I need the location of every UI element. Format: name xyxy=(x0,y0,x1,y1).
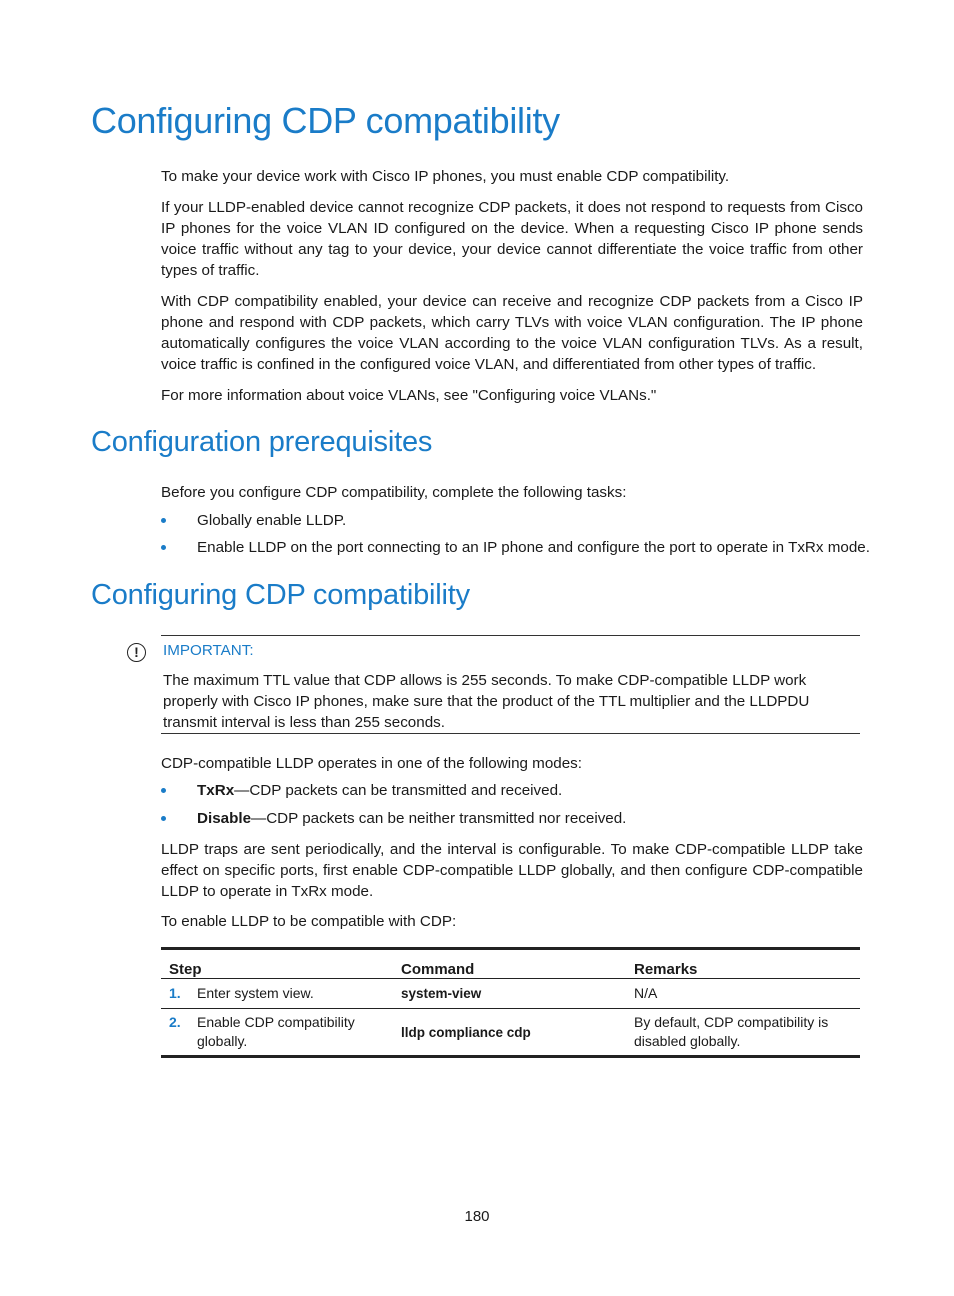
step-cell xyxy=(161,1009,393,1057)
mode-name: Disable xyxy=(197,810,252,827)
steps-table xyxy=(161,947,860,1058)
intro-paragraph-2: If your LLDP-enabled device cannot recognize CDP packets, it does not respond to requests from Cisco IP phones for the voice VLAN ID configured on the device. When a requesting Cisco IP phone sends voice traffic without any tag to your device, your device cannot differentiate the voice traffic from other types of traffic. xyxy=(161,199,863,279)
note-text: The maximum TTL value that CDP allows is 255 seconds. To make CDP-compatible LLDP work properly with Cisco IP phones, make sure that the product of the TTL multiplier and the LLDPDU transmit interval is less than 255 seconds. xyxy=(163,672,810,731)
remarks-cell: N/A xyxy=(626,979,860,1009)
intro-paragraph-3: With CDP compatibility enabled, your device can receive and recognize CDP packets from a Cisco IP phone and respond with CDP packets, which carry TLVs with voice VLAN configuration. The IP phone automatically configures the voice VLAN according to the voice VLAN configuration TLVs. As a result, voice traffic is confined in the configured voice VLAN, and differentiated from other types of traffic. xyxy=(161,293,863,373)
traps-paragraph: LLDP traps are sent periodically, and the interval is configurable. To make CDP-compatible LLDP take effect on specific ports, first enable CDP-compatible LLDP globally, and then configure CDP-compatible LLDP to operate in TxRx mode. xyxy=(161,841,863,900)
list-item-text: Globally enable LLDP. xyxy=(197,512,347,529)
command-cell: lldp compliance cdp xyxy=(393,1009,626,1057)
note-label: IMPORTANT: xyxy=(163,642,254,659)
mode-name: TxRx xyxy=(197,782,235,799)
intro-paragraph-1: To make your device work with Cisco IP phones, you must enable CDP compatibility. xyxy=(161,168,730,185)
table-lead: To enable LLDP to be compatible with CDP: xyxy=(161,913,457,930)
list-item-text: Enable LLDP on the port connecting to an IP phone and configure the port to operate in TxRx mode. xyxy=(197,539,870,556)
bullet-icon xyxy=(161,545,166,550)
exclamation-circle-icon: ! xyxy=(127,643,146,662)
note-top-rule xyxy=(161,635,860,636)
list-item-text xyxy=(197,808,626,829)
prereq-heading: Configuration prerequisites xyxy=(91,426,433,458)
modes-lead: CDP-compatible LLDP operates in one of the following modes: xyxy=(161,755,582,772)
header-remarks: Remarks xyxy=(626,949,860,979)
remarks-cell: By default, CDP compatibility is disabled globally. xyxy=(626,1009,860,1057)
mode-desc: —CDP packets can be transmitted and received. xyxy=(234,782,563,799)
list-item-text xyxy=(197,780,562,801)
command-cell: system-view xyxy=(393,979,626,1009)
step-desc: Enable CDP compatibility globally. xyxy=(197,1014,355,1049)
page-title: Configuring CDP compatibility xyxy=(91,100,560,141)
bullet-icon xyxy=(161,518,166,523)
config-heading: Configuring CDP compatibility xyxy=(91,579,470,611)
step-number: 2. xyxy=(169,1014,181,1030)
mode-desc: —CDP packets can be neither transmitted nor received. xyxy=(251,810,627,827)
step-desc: Enter system view. xyxy=(197,985,314,1001)
step-cell xyxy=(161,979,393,1009)
header-step: Step xyxy=(161,949,393,979)
step-number: 1. xyxy=(169,985,181,1001)
note-bottom-rule xyxy=(161,733,860,734)
intro-paragraph-4: For more information about voice VLANs, see "Configuring voice VLANs." xyxy=(161,387,657,404)
header-command: Command xyxy=(393,949,626,979)
bullet-icon xyxy=(161,816,166,821)
page-number: 180 xyxy=(464,1208,490,1225)
table-header-row xyxy=(161,949,860,979)
prereq-lead: Before you configure CDP compatibility, complete the following tasks: xyxy=(161,484,627,501)
table-row xyxy=(161,979,860,1009)
table-row xyxy=(161,1009,860,1057)
bullet-icon xyxy=(161,788,166,793)
